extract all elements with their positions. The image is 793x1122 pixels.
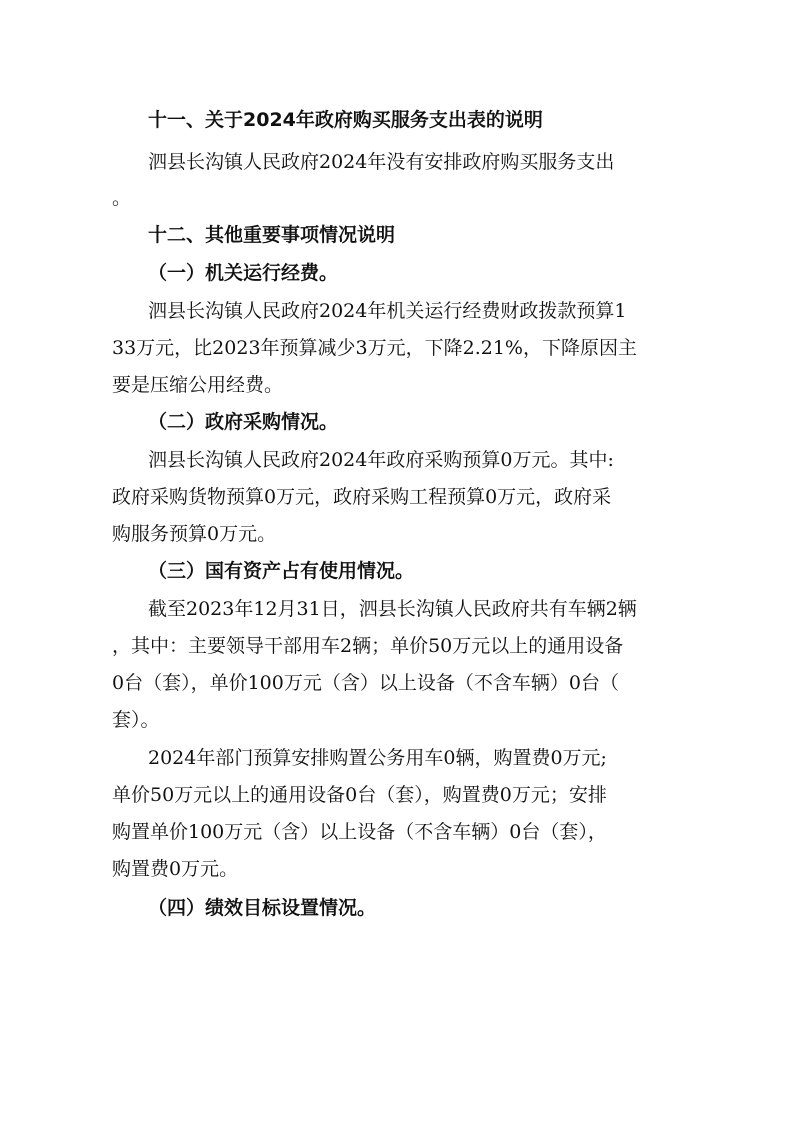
sub-1-heading: （一）机关运行经费。 bbox=[148, 262, 339, 284]
section-12-heading: 十二、其他重要事项情况说明 bbox=[148, 224, 396, 246]
sub-3-para2-line-1: 2024年部门预算安排购置公务用车0辆，购置费0万元; bbox=[148, 747, 607, 769]
sub-1-line-3: 要是压缩公用经费。 bbox=[112, 374, 284, 396]
sub-1-line-2: 33万元，比2023年预算减少3万元，下降2.21%，下降原因主 bbox=[112, 337, 637, 359]
sub-3-para2-line-2: 单价50万元以上的通用设备0台（套），购置费0万元；安排 bbox=[112, 784, 607, 806]
sub-4-heading: （四）绩效目标设置情况。 bbox=[148, 897, 377, 919]
section-11-line-2: 。 bbox=[112, 187, 132, 209]
sub-3-heading: （三）国有资产占有使用情况。 bbox=[148, 560, 415, 582]
sub-2-line-1: 泗县长沟镇人民政府2024年政府采购预算0万元。其中: bbox=[148, 449, 614, 471]
sub-1-line-1: 泗县长沟镇人民政府2024年机关运行经费财政拨款预算1 bbox=[148, 300, 627, 322]
sub-2-line-2: 政府采购货物预算0万元，政府采购工程预算0万元，政府采 bbox=[112, 486, 612, 508]
sub-3-para2-line-4: 购置费0万元。 bbox=[112, 858, 239, 880]
sub-3-line-4: 套）。 bbox=[112, 709, 160, 731]
section-11-heading: 十一、关于2024年政府购买服务支出表的说明 bbox=[148, 109, 543, 131]
sub-2-heading: （二）政府采购情况。 bbox=[148, 411, 339, 433]
sub-3-para2-line-3: 购置单价100万元（含）以上设备（不含车辆）0台（套）， bbox=[112, 821, 607, 843]
sub-3-line-3: 0台（套），单价100万元（含）以上设备（不含车辆）0台（ bbox=[112, 672, 619, 694]
sub-2-line-3: 购服务预算0万元。 bbox=[112, 523, 277, 545]
section-11-line-1: 泗县长沟镇人民政府2024年没有安排政府购买服务支出 bbox=[148, 151, 615, 173]
sub-3-line-1: 截至2023年12月31日，泗县长沟镇人民政府共有车辆2辆 bbox=[148, 598, 637, 620]
sub-3-line-2: ，其中：主要领导干部用车2辆；单价50万元以上的通用设备 bbox=[112, 635, 624, 657]
